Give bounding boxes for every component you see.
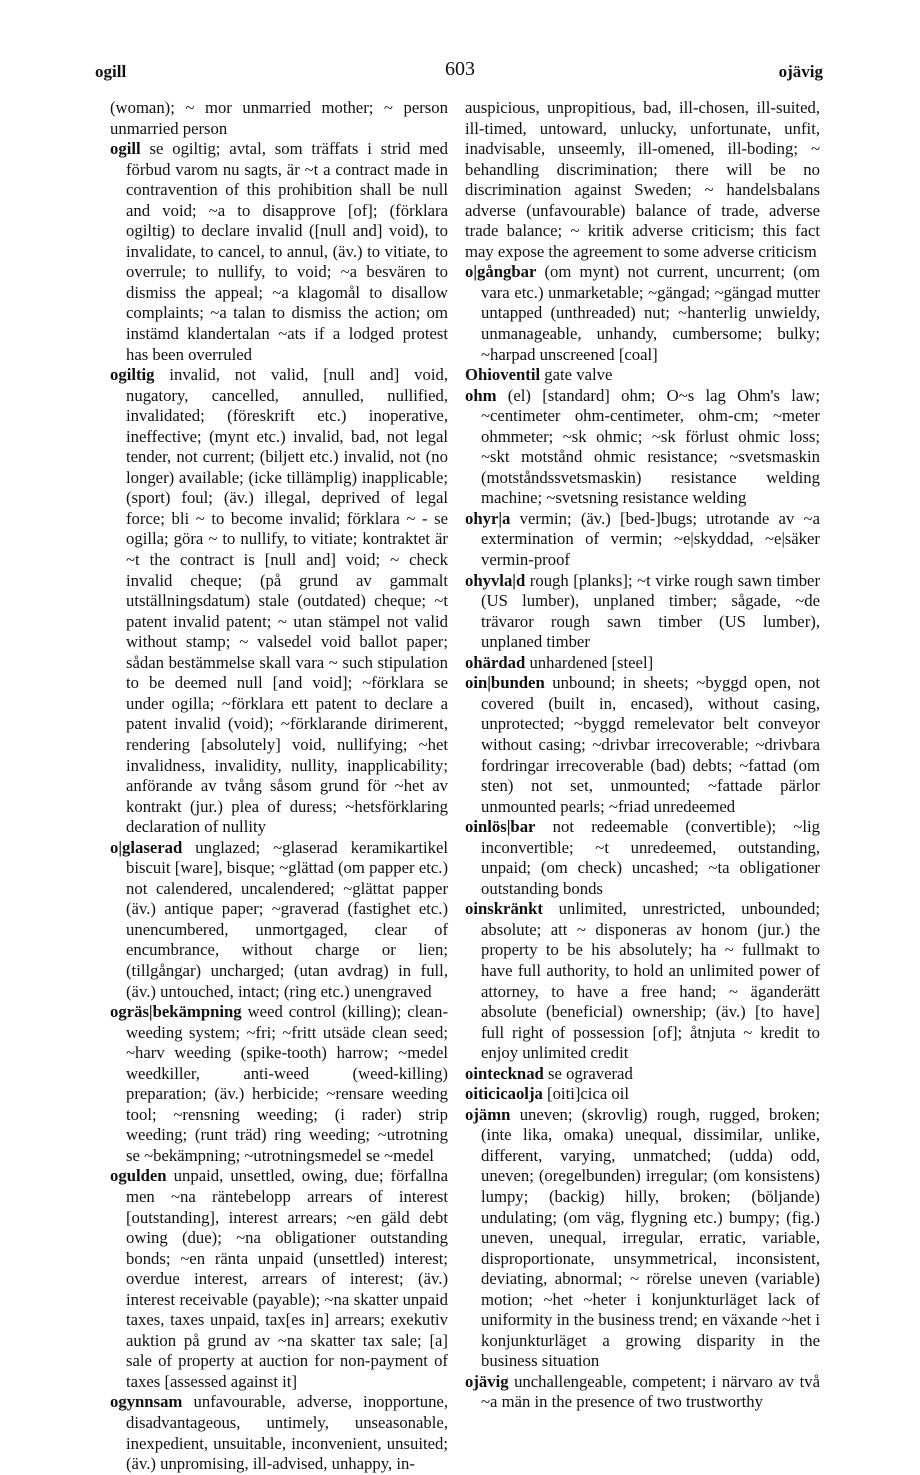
entry-headword: o|gångbar	[465, 262, 537, 282]
entry-text: weed control (killing); clean-weeding system; ~fri; ~fritt utsäde clean seed; ~harv weeding (spike-tooth) harrow; ~medel weedkiller, anti-weed (weed-killing) preparation; (äv.) herbicide; ~rensare weeding tool; ~rensning weeding; (i rader) strip weeding; (runt träd) ring weeding; ~utrotning se ~bekämpning; ~utrotningsmedel se ~medel	[126, 1002, 449, 1165]
entry-headword: ohm	[465, 385, 497, 405]
entry-headword: ogulden	[110, 1166, 167, 1186]
dictionary-entry	[465, 673, 820, 817]
entry-text: unpaid, unsettled, owing, due; förfallna men ~na räntebelopp arrears of interest [outstanding], interest arrears; ~en gäld debt owing (due); ~na obligationer outstanding bonds; ~en ränta unpaid (unsettled) interest; overdue interest, arrears of interest; (äv.) interest receivable (payable); ~na skatter unpaid taxes, taxes unpaid, tax[es in] arrears; exekutiv auktion på grund av ~na skatter tax sale; [a] sale of property at auction for non-payment of taxes [assessed against it]	[126, 1166, 449, 1391]
dictionary-entry	[465, 98, 820, 262]
dictionary-entry	[465, 386, 820, 509]
entry-headword: ogynnsam	[110, 1392, 183, 1412]
entry-headword: ohyr|a	[465, 508, 511, 528]
entry-text: se ograverad	[548, 1063, 633, 1083]
entry-text: unchallengeable, competent; i närvaro av två ~a män in the presence of two trustworthy	[481, 1371, 820, 1412]
entry-headword: ohyvla|d	[465, 570, 526, 590]
entry-text: gate valve	[544, 365, 613, 385]
page-number: 603	[445, 58, 475, 80]
entry-headword: oinskränkt	[465, 899, 543, 919]
dictionary-entry	[465, 1064, 820, 1085]
entry-headword: oinlös|bar	[465, 817, 536, 837]
left-column	[110, 98, 448, 1475]
entry-text: unglazed; ~glaserad keramikartikel biscuit [ware], bisque; ~glättad (om papper etc.) not calendered, uncalendered; ~glättat papper (äv.) antique paper; ~graverad (fastighet etc.) unencumbered, unmortgaged, clear of encumbrance, without charge or lien; (tillgångar) uncharged; (utan avdrag) in full, (äv.) untouched, intact; (ring etc.) unengraved	[126, 837, 449, 1001]
entry-text: not redeemable (convertible); ~lig inconvertible; ~t unredeemed, outstanding, unpaid; (om check) uncashed; ~ta obligationer outstanding bonds	[481, 817, 820, 898]
entry-headword: o|glaserad	[110, 837, 183, 857]
entry-text: (om mynt) not current, uncurrent; (om vara etc.) unmarketable; ~gängad; ~gängad mutter untapped (unthreaded) nut; ~hanterlig unwieldy, unmanageable, unhandy, cumbersome; bulky; ~harpad unscreened [coal]	[481, 262, 821, 364]
dictionary-entry	[110, 1166, 448, 1392]
dictionary-entry	[465, 1105, 820, 1372]
entry-text: [oiti]cica oil	[547, 1084, 630, 1104]
dictionary-entry	[465, 817, 820, 899]
dictionary-entry	[465, 1372, 820, 1413]
right-column	[465, 98, 820, 1413]
entry-headword: Ohioventil	[465, 365, 541, 385]
dictionary-entry	[110, 1392, 448, 1474]
dictionary-entry	[110, 1002, 448, 1166]
entry-text: invalid, not valid, [null and] void, nugatory, cancelled, annulled, nullified, invalidated; (föreskrift etc.) inoperative, ineffective; (mynt etc.) invalid, bad, not legal tender, not current; (biljett etc.) invalid, not (no longer) available; (icke tillämplig) inapplicable; (sport) foul; (äv.) illegal, deprived of legal force; bli ~ to become invalid; förklara ~ - se ogilla; göra ~ to nullify, to vitiate; kontraktet är ~t the contract is [null and] void; ~ check invalid cheque; (på grund av gammalt utställningsdatum) stale (outdated) cheque; ~t patent invalid patent; ~ utan stämpel not valid without stamp; ~ valsedel void ballot paper; sådan bestämmelse skall vara ~ such stipulation to be deemed null [and void]; ~förklara se under ogilla; ~förklara ett patent to declare a patent invalid (void); ~förklarande dirimerent, rendering [absolutely] void, nullifying; ~het invalidness, invalidity, nullity, inapplicability; anförande av tvång såsom grund för ~het av kontrakt (jur.) plea of duress; ~hetsförklaring declaration of nullity	[126, 365, 449, 837]
entry-text: unfavourable, adverse, inopportune, disadvantageous, untimely, unseasonable, inexpedient, unsuitable, inconvenient, unsuited; (äv.) unpromising, ill-advised, unhappy, in-	[126, 1392, 448, 1474]
entry-headword: oiticicaolja	[465, 1084, 543, 1104]
entry-headword: ogräs|bekämpning	[110, 1002, 242, 1022]
entry-headword: ogill	[110, 139, 141, 159]
entry-text: se ogiltig; avtal, som träffats i strid med förbud varom nu sagts, är ~t a contract made in contravention of this prohibition shall be null and void; ~a to disapprove [of]; (förklara ogiltig) to declare invalid ([null and] void), to invalidate, to cancel, to annul, (äv.) to vitiate, to overrule; to nullify, to void; ~a besvären to dismiss the appeal; ~a klagomål to disallow complaints; ~a talan to dismiss the action; om instämd klandertalan ~ats if a lodged protest has been overruled	[126, 139, 448, 364]
guide-word-left: ogill	[95, 62, 127, 81]
dictionary-entry	[465, 899, 820, 1063]
entry-headword: ojämn	[465, 1104, 511, 1124]
dictionary-entry	[465, 1084, 820, 1105]
entry-text: unhardened [steel]	[529, 652, 654, 672]
dictionary-entry	[465, 509, 820, 571]
entry-text: rough [planks]; ~t virke rough sawn timber (US lumber), unplaned timber; sågade, ~de trävaror rough sawn timber (US lumber), unplaned timber	[481, 570, 821, 652]
entry-headword: ohärdad	[465, 652, 526, 672]
dictionary-entry	[110, 98, 448, 139]
entry-text: unlimited, unrestricted, unbounded; absolute; att ~ disponeras av honom (jur.) the property to be his absolutely; ha ~ fullmakt to have full authority, to hold an unlimited power of attorney, to have a free hand; ~ äganderätt absolute (beneficial) ownership; (äv.) [to have] full right of possession [of]; åtnjuta ~ kredit to enjoy unlimited credit	[481, 899, 821, 1063]
entry-text: unbound; in sheets; ~byggd open, not covered (built in, encased), without casing, unprotected; ~byggd remelevator belt conveyor without casing; ~drivbar irrecoverable; ~drivbara fordringar irrecoverable (bad) debts; ~fattad (om sten) not set, unmounted; ~fattade pärlor unmounted pearls; ~friad unredeemed	[481, 673, 821, 816]
guide-word-right: ojävig	[778, 62, 823, 81]
entry-headword: oin|bunden	[465, 673, 545, 693]
entry-text: uneven; (skrovlig) rough, rugged, broken; (inte lika, omaka) unequal, dissimilar, unlike, different, varying, unmatched; (udda) odd, uneven; (oregelbunden) irregular; (om konsistens) lumpy; (backig) hilly, broken; (böljande) undulating; (om väg, flygning etc.) bumpy; (fig.) uneven, unequal, irregular, erratic, variable, disproportionate, unsymmetrical, inconsistent, deviating, abnormal; ~ rörelse uneven (variable) motion; ~het ~heter i konjunkturläget lack of uniformity in the business trend; en växande ~het i konjunkturläget a growing disparity in the business situation	[481, 1104, 820, 1371]
entry-headword: ointecknad	[465, 1063, 544, 1083]
dictionary-entry	[465, 262, 820, 365]
dictionary-entry	[465, 365, 820, 386]
entry-text: (woman); ~ mor unmarried mother; ~ person unmarried person	[110, 98, 448, 138]
dictionary-entry	[110, 365, 448, 838]
entry-text: auspicious, unpropitious, bad, ill-chosen, ill-suited, ill-timed, untoward, unlucky, unfortunate, unfit, inadvisable, unseemly, ill-omened, ill-boding; ~ behandling discrimination; there will be no discrimination against Sweden; ~ handelsbalans adverse (unfavourable) balance of trade, adverse trade balance; ~ kritik adverse criticism; this fact may expose the agreement to some adverse criticism	[465, 98, 820, 261]
dictionary-entry	[110, 838, 448, 1002]
dictionary-entry	[465, 571, 820, 653]
dictionary-entry	[465, 653, 820, 674]
entry-headword: ojävig	[465, 1371, 509, 1391]
dictionary-entry	[110, 139, 448, 365]
entry-text: vermin; (äv.) [bed-]bugs; utrotande av ~a extermination of vermin; ~e|skyddad, ~e|säker vermin-proof	[481, 508, 820, 570]
entry-text: (el) [standard] ohm; O~s lag Ohm's law; ~centimeter ohm-centimeter, ohm-cm; ~meter ohmmeter; ~sk ohmic; ~sk förlust ohmic loss; ~skt motstånd ohmic resistance; ~svetsmaskin (motståndssvetsmaskin) resistance welding machine; ~svetsning resistance welding	[481, 385, 820, 508]
entry-headword: ogiltig	[110, 365, 155, 385]
